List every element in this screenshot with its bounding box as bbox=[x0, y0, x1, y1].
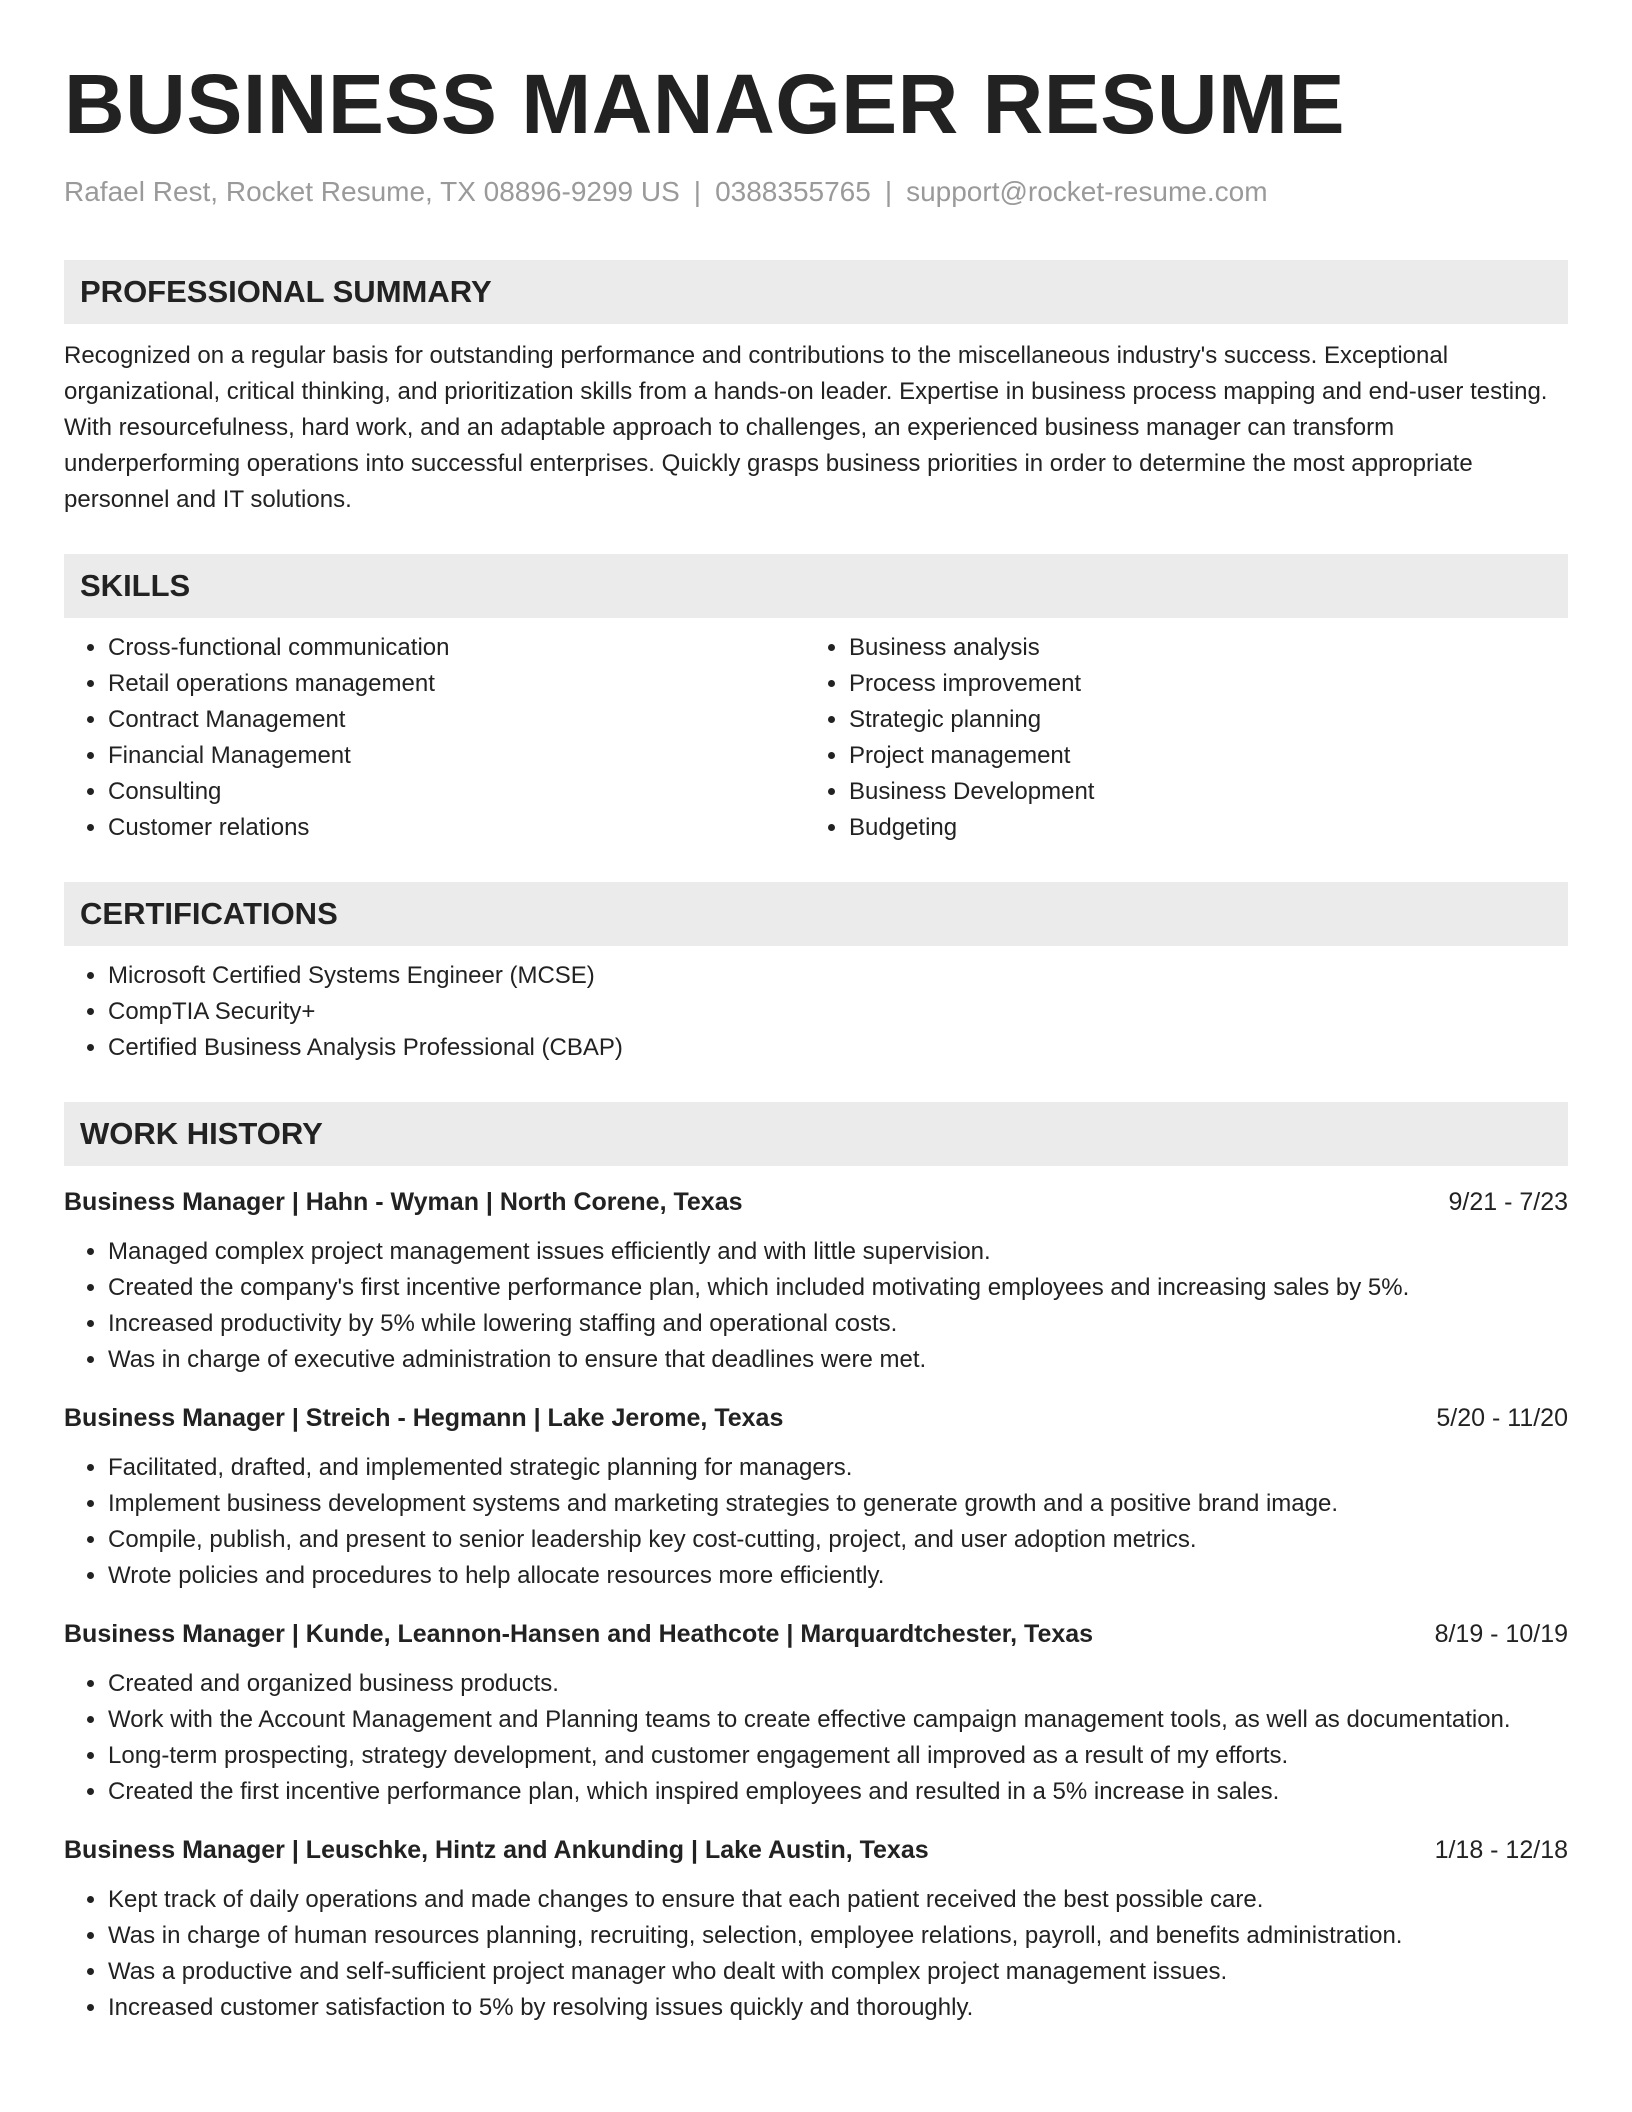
job-bullets bbox=[64, 1666, 1568, 1810]
job-title: Business Manager | Hahn - Wyman | North Corene, Texas bbox=[64, 1188, 743, 1216]
skill-item: • Project management bbox=[849, 738, 1546, 774]
contact-separator: | bbox=[884, 176, 893, 207]
skill-item: • Financial Management bbox=[108, 738, 805, 774]
job-dates: 1/18 - 12/18 bbox=[1434, 1836, 1568, 1864]
skills-list-right bbox=[805, 630, 1546, 846]
resume-title: BUSINESS MANAGER RESUME bbox=[64, 57, 1345, 151]
certification-item: • Microsoft Certified Systems Engineer (MCSE) bbox=[108, 958, 1568, 994]
job-entry bbox=[64, 1616, 1568, 1810]
skill-item: • Consulting bbox=[108, 774, 805, 810]
job-title: Business Manager | Streich - Hegmann | Lake Jerome, Texas bbox=[64, 1404, 784, 1432]
contact-phone: 0388355765 bbox=[715, 176, 871, 207]
job-bullets bbox=[64, 1450, 1568, 1594]
contact-line bbox=[64, 174, 1568, 210]
contact-separator: | bbox=[693, 176, 702, 207]
job-bullet: • Increased productivity by 5% while lowering staffing and operational costs. bbox=[108, 1306, 1568, 1342]
job-bullet: • Created and organized business products. bbox=[108, 1666, 1568, 1702]
certifications-list bbox=[64, 958, 1568, 1066]
job-bullet: • Kept track of daily operations and made changes to ensure that each patient received the best possible care. bbox=[108, 1882, 1568, 1918]
job-bullet: • Long-term prospecting, strategy development, and customer engagement all improved as a result of my efforts. bbox=[108, 1738, 1568, 1774]
skill-item: • Retail operations management bbox=[108, 666, 805, 702]
skill-item: • Customer relations bbox=[108, 810, 805, 846]
job-bullets bbox=[64, 1234, 1568, 1378]
skill-item: • Business Development bbox=[849, 774, 1546, 810]
job-header bbox=[64, 1832, 1568, 1868]
skill-item: • Process improvement bbox=[849, 666, 1546, 702]
job-bullet: • Was in charge of executive administration to ensure that deadlines were met. bbox=[108, 1342, 1568, 1378]
skill-item: • Contract Management bbox=[108, 702, 805, 738]
skill-item: • Cross-functional communication bbox=[108, 630, 805, 666]
certification-item: • Certified Business Analysis Professional (CBAP) bbox=[108, 1030, 1568, 1066]
job-bullet: • Created the first incentive performance plan, which inspired employees and resulted in a 5% increase in sales. bbox=[108, 1774, 1568, 1810]
job-bullet: • Implement business development systems and marketing strategies to generate growth and a positive brand image. bbox=[108, 1486, 1568, 1522]
summary-text: Recognized on a regular basis for outstanding performance and contributions to the miscellaneous industry's success. Exceptional organizational, critical thinking, and prioritization skills from a hands-on leader. Expertise in business process mapping and end-user testing. With resourcefulness, hard work, and an adaptable approach to challenges, an experienced business manager can transform underperforming operations into successful enterprises. Quickly grasps business priorities in order to determine the most appropriate personnel and IT solutions. bbox=[64, 342, 1548, 513]
section-heading-certifications: CERTIFICATIONS bbox=[64, 882, 1568, 946]
section-heading-summary: PROFESSIONAL SUMMARY bbox=[64, 260, 1568, 324]
job-bullet: • Created the company's first incentive performance plan, which included motivating employees and increasing sales by 5%. bbox=[108, 1270, 1568, 1306]
job-dates: 8/19 - 10/19 bbox=[1434, 1620, 1568, 1648]
job-entry bbox=[64, 1400, 1568, 1594]
skills-grid bbox=[64, 630, 1568, 846]
job-title: Business Manager | Leuschke, Hintz and Ankunding | Lake Austin, Texas bbox=[64, 1836, 929, 1864]
job-bullet: • Managed complex project management issues efficiently and with little supervision. bbox=[108, 1234, 1568, 1270]
skills-list-left bbox=[64, 630, 805, 846]
contact-email: support@rocket-resume.com bbox=[906, 176, 1268, 207]
skill-item: • Strategic planning bbox=[849, 702, 1546, 738]
job-header bbox=[64, 1184, 1568, 1220]
certification-item: • CompTIA Security+ bbox=[108, 994, 1568, 1030]
skill-item: • Business analysis bbox=[849, 630, 1546, 666]
job-bullet: • Work with the Account Management and Planning teams to create effective campaign management tools, as well as documentation. bbox=[108, 1702, 1568, 1738]
job-bullet: • Was a productive and self-sufficient project manager who dealt with complex project management issues. bbox=[108, 1954, 1568, 1990]
job-header bbox=[64, 1400, 1568, 1436]
job-entry bbox=[64, 1832, 1568, 2026]
job-entry bbox=[64, 1184, 1568, 1378]
section-heading-skills: SKILLS bbox=[64, 554, 1568, 618]
job-bullets bbox=[64, 1882, 1568, 2026]
job-bullet: • Facilitated, drafted, and implemented strategic planning for managers. bbox=[108, 1450, 1568, 1486]
job-dates: 9/21 - 7/23 bbox=[1448, 1188, 1568, 1216]
skill-item: • Budgeting bbox=[849, 810, 1546, 846]
job-dates: 5/20 - 11/20 bbox=[1436, 1404, 1568, 1432]
job-header bbox=[64, 1616, 1568, 1652]
contact-address: Rafael Rest, Rocket Resume, TX 08896-9299 US bbox=[64, 176, 680, 207]
section-heading-work-history: WORK HISTORY bbox=[64, 1102, 1568, 1166]
job-bullet: • Wrote policies and procedures to help allocate resources more efficiently. bbox=[108, 1558, 1568, 1594]
job-title: Business Manager | Kunde, Leannon-Hansen and Heathcote | Marquardtchester, Texas bbox=[64, 1620, 1094, 1648]
job-bullet: • Was in charge of human resources planning, recruiting, selection, employee relations, payroll, and benefits administration. bbox=[108, 1918, 1568, 1954]
job-bullet: • Compile, publish, and present to senior leadership key cost-cutting, project, and user adoption metrics. bbox=[108, 1522, 1568, 1558]
job-bullet: • Increased customer satisfaction to 5% by resolving issues quickly and thoroughly. bbox=[108, 1990, 1568, 2026]
